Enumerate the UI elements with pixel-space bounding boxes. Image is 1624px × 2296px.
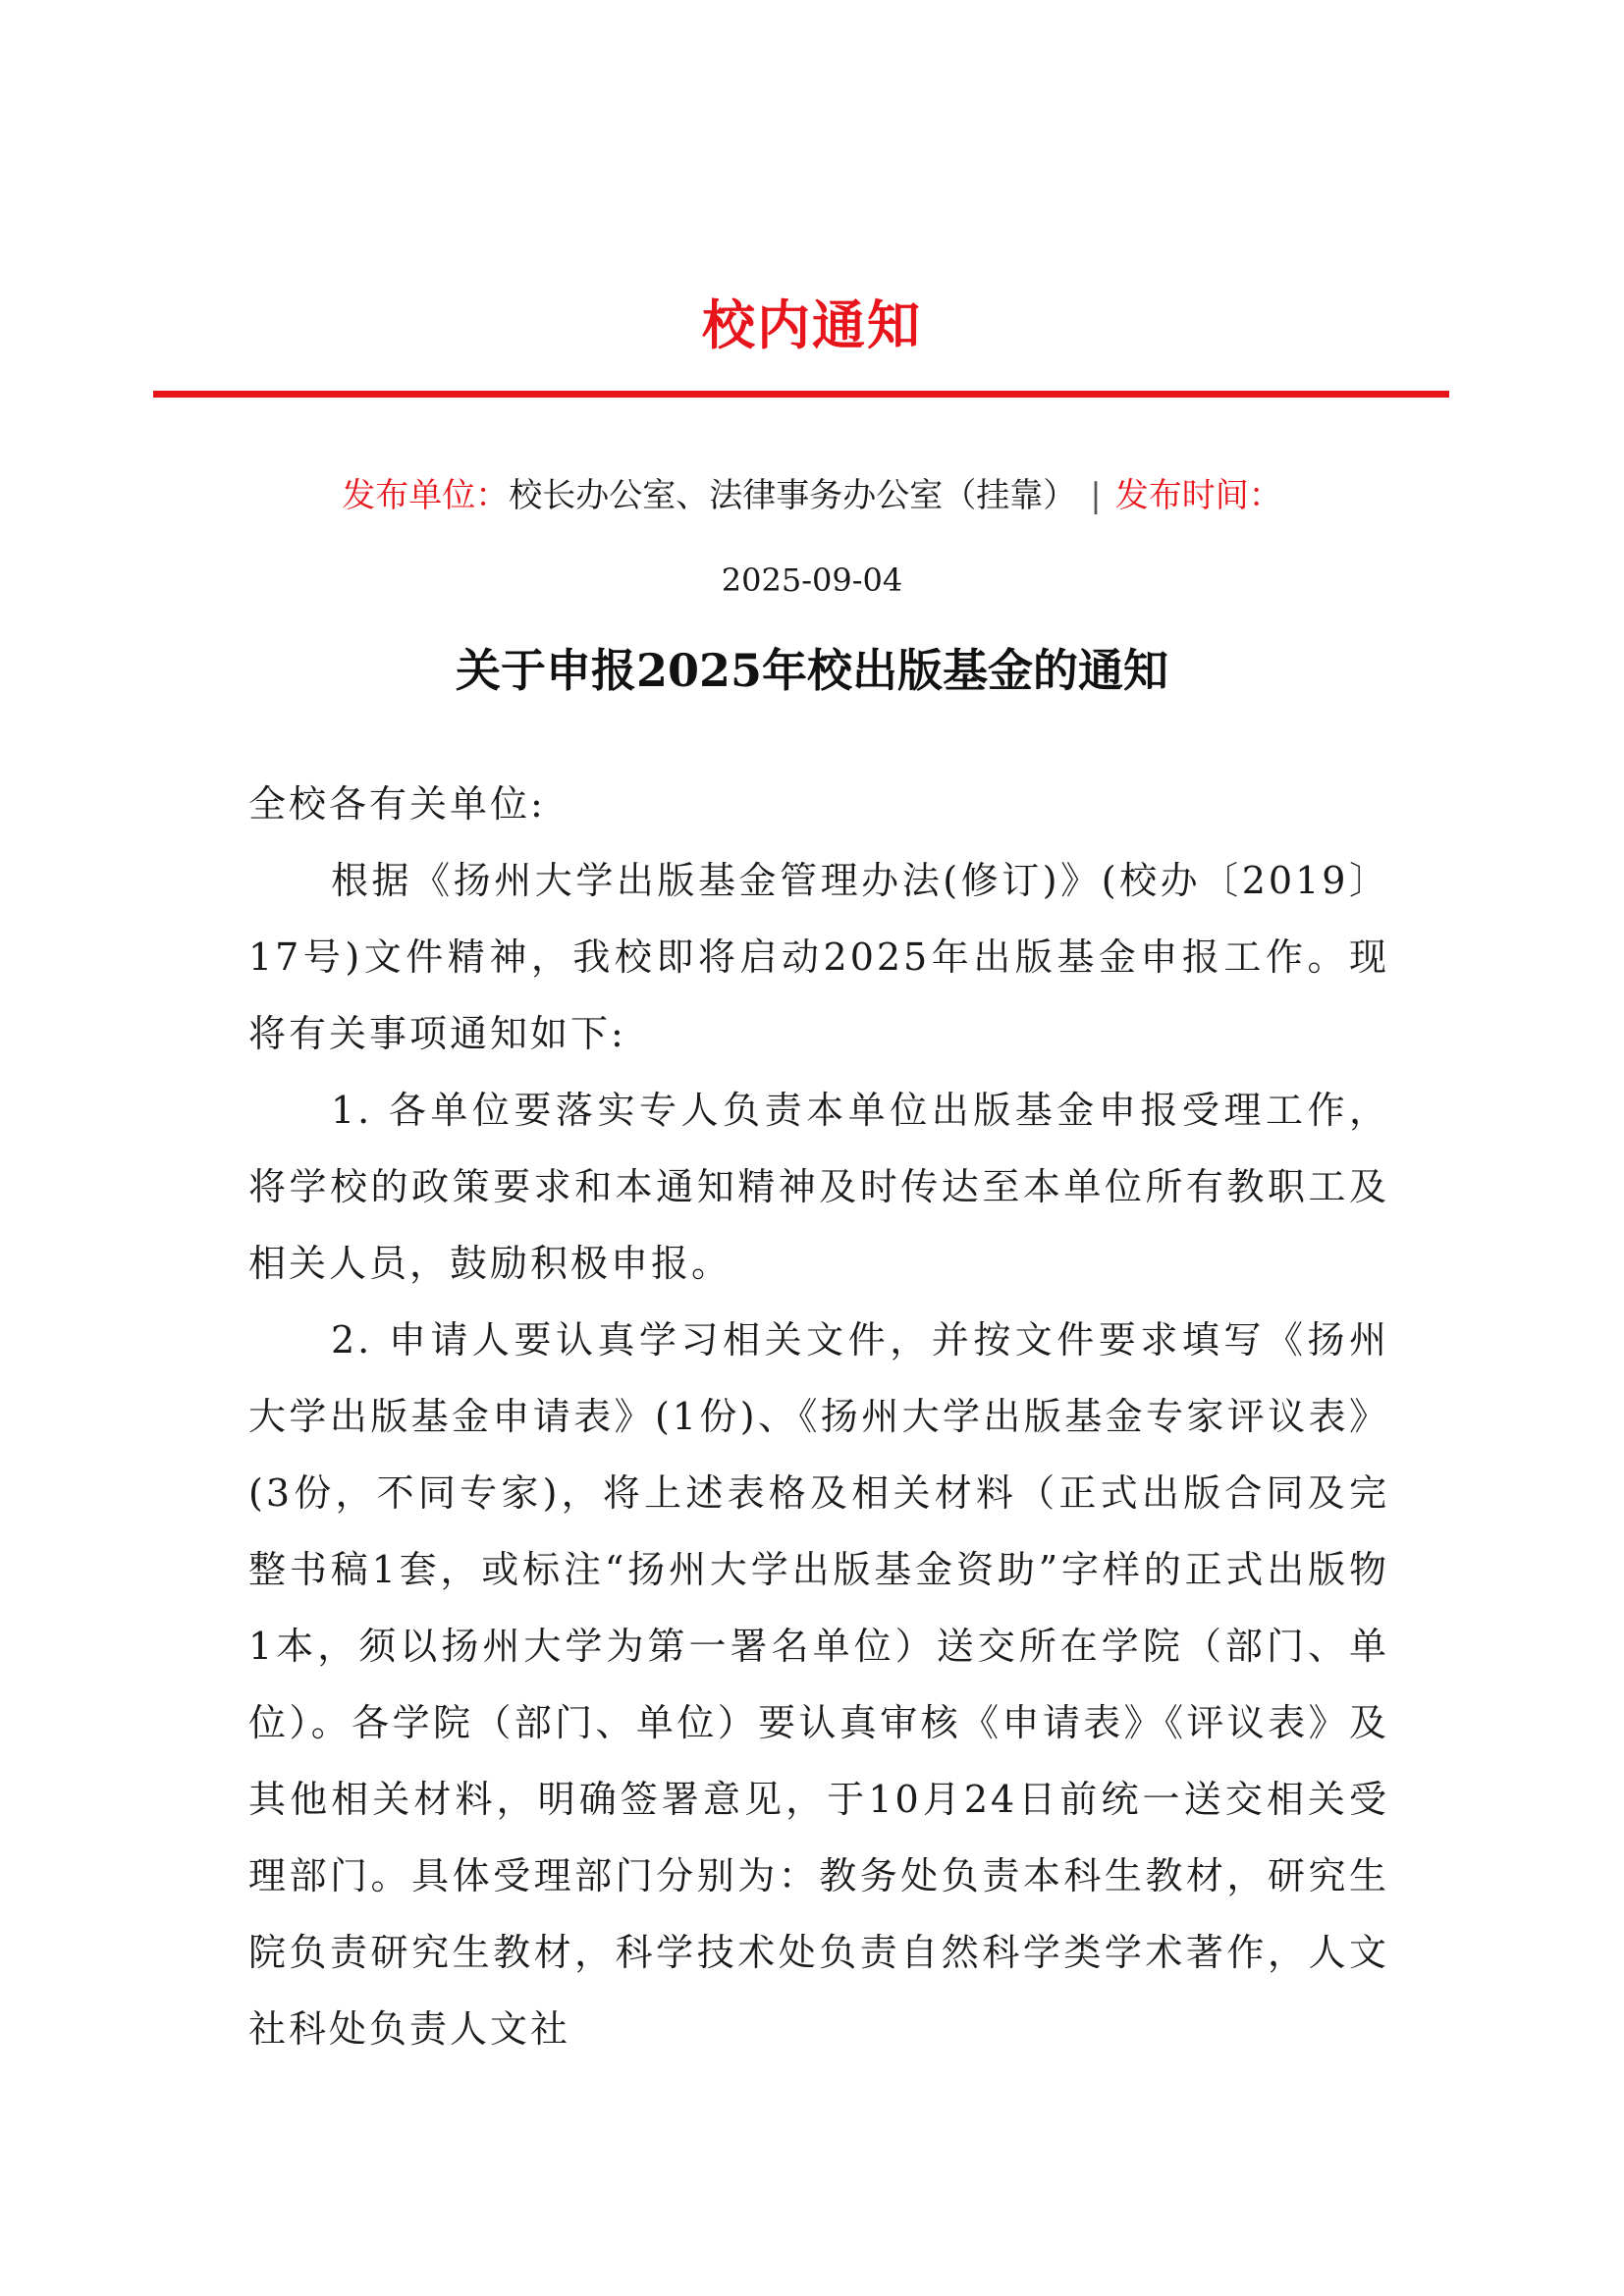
document-body: [248, 766, 1389, 2067]
header-divider: [153, 391, 1449, 398]
salutation: 全校各有关单位:: [248, 782, 546, 826]
publish-time-label: 发布时间：: [1114, 476, 1282, 515]
document-title: 关于申报2025年校出版基金的通知: [455, 644, 1169, 697]
paragraph-item-2: 2. 申请人要认真学习相关文件，并按文件要求填写《扬州大学出版基金申请表》(1份)、《扬州大学出版基金专家评议表》(3份，不同专家)，将上述表格及相关材料（正式出版合同及完整书稿1套，或标注“扬州大学出版基金资助”字样的正式出版物1本，须以扬州大学为第一署名单位）送交所在学院（部门、单位）。各学院（部门、单位）要认真审核《申请表》《评议表》及其他相关材料，明确签署意见，于10月24日前统一送交相关受理部门。具体受理部门分别为：教务处负责本科生教材，研究生院负责研究生教材，科学技术处负责自然科学类学术著作，人文社科处负责人文社: [248, 1318, 1389, 2051]
meta-separator: |: [1090, 476, 1102, 515]
publish-date: 2025-09-04: [721, 561, 903, 599]
notice-header-title: 校内通知: [702, 294, 922, 356]
publisher-value: 校长办公室、法律事务办公室（挂靠）: [509, 476, 1077, 515]
publish-info: [0, 471, 1624, 520]
paragraph-item-1: 1. 各单位要落实专人负责本单位出版基金申报受理工作，将学校的政策要求和本通知精神及时传达至本单位所有教职工及相关人员，鼓励积极申报。: [248, 1089, 1389, 1285]
paragraph-intro: 根据《扬州大学出版基金管理办法(修订)》(校办〔2019〕17号)文件精神，我校即将启动2025年出版基金申报工作。现将有关事项通知如下:: [248, 859, 1389, 1055]
publisher-label: 发布单位：: [342, 476, 510, 515]
